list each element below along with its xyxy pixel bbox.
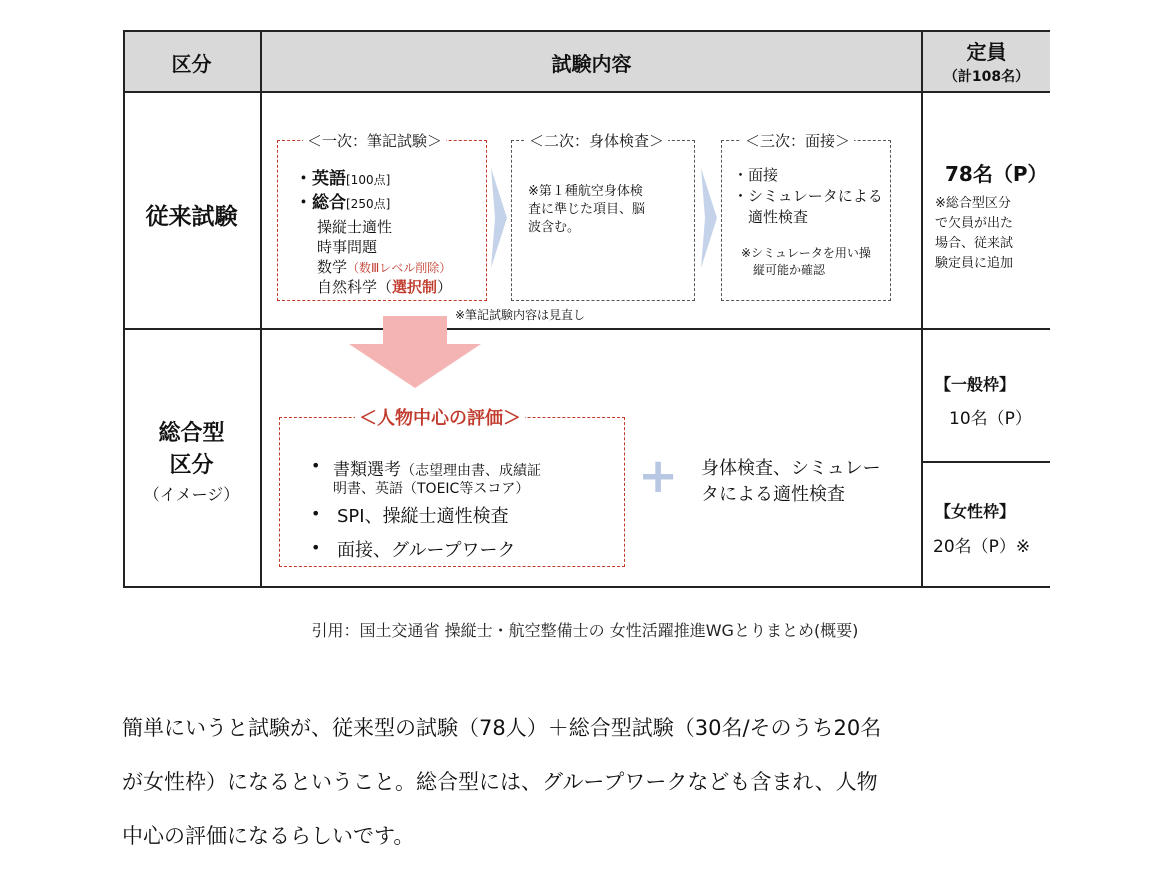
stage2-text-1: ※第１種航空身体検 [528, 184, 643, 199]
eval-item-documents-note: 明書、英語（TOEIC等スコア） [333, 481, 530, 497]
chevron-right-icon [699, 168, 719, 268]
row-title-comprehensive-2: 区分 [169, 453, 214, 478]
stage1-sub-math: 数学（数Ⅲレベル削除） [317, 258, 452, 276]
eval-bullet-1: • [311, 456, 321, 475]
stage3-item-1: ・面接 [733, 166, 779, 184]
capacity-note-4: 験定員に追加 [935, 256, 1014, 271]
stage1-english: ・英語[100点] [295, 169, 391, 189]
arrow-down-icon [345, 316, 485, 388]
stage3-item-2: ・シミュレータによる [733, 187, 883, 205]
stage3-note-2: 縦可能か確認 [741, 263, 826, 277]
eval-item-interview: 面接、グループワーク [337, 540, 516, 561]
header-capacity: 定員 [966, 40, 1007, 64]
stage3-title: ＜三次：面接＞ [741, 130, 854, 151]
capacity-note-2: で欠員が出た [935, 216, 1014, 231]
header-exam-content: 試験内容 [551, 52, 632, 76]
capacity-note-3: 場合、従来試 [935, 236, 1014, 251]
women-quota-label: 【女性枠】 [935, 502, 1016, 521]
general-quota-value: 10名（P） [949, 409, 1032, 429]
body-paragraph-line-3: 中心の評価になるらしいです。 [122, 824, 415, 848]
eval-item-spi: SPI、操縦士適性検査 [337, 506, 509, 527]
eval-item-documents: 書類選考（志望理由書、成績証 [333, 460, 541, 480]
stage1-general: ・総合[250点] [295, 193, 391, 213]
row-title-conventional: 従来試験 [145, 204, 238, 230]
stage2-text-2: 査に準じた項目、脳 [528, 202, 646, 217]
capacity-note-1: ※総合型区分 [935, 196, 1011, 211]
eval-bullet-3: • [311, 538, 321, 557]
eval-bullet-2: • [311, 504, 321, 523]
table-col-divider-2 [921, 30, 923, 588]
table-border-bottom [123, 586, 1050, 588]
capacity-conventional: 78名（P） [945, 162, 1048, 186]
stage3-note-1: ※シミュレータを用い操 [741, 246, 871, 260]
women-quota-value: 20名（P）※ [933, 537, 1031, 557]
chevron-right-icon [489, 168, 509, 268]
row-title-comprehensive-1: 総合型 [158, 421, 225, 446]
table-col-divider-1 [260, 30, 262, 588]
table-capacity-divider [923, 461, 1050, 463]
stage3-item-3: 適性検査 [733, 208, 809, 226]
stage1-sub-current-affairs: 時事問題 [317, 238, 378, 256]
footnote-written-exam: ※筆記試験内容は見直し [455, 308, 586, 322]
body-paragraph-line-1: 簡単にいうと試験が、従来型の試験（78人）＋総合型試験（30名/そのうち20名 [122, 716, 882, 740]
extra-tests-2: タによる適性検査 [701, 484, 845, 505]
table-border-top [123, 30, 1050, 32]
exam-table [123, 30, 1050, 588]
evaluation-title: ＜人物中心の評価＞ [355, 404, 525, 430]
body-paragraph-line-2: が女性枠）になるということ。総合型には、グループワークなども含まれ、人物 [122, 770, 878, 794]
general-quota-label: 【一般枠】 [935, 375, 1016, 394]
row-title-image-note: （イメージ） [143, 485, 240, 504]
plus-icon: + [638, 448, 679, 504]
header-category: 区分 [171, 52, 212, 76]
header-capacity-total: （計108名） [943, 69, 1030, 85]
stage1-sub-science: 自然科学（選択制） [317, 278, 453, 296]
table-row-divider [123, 328, 1050, 330]
table-header-divider [123, 91, 1050, 93]
stage2-text-3: 波含む。 [528, 220, 581, 235]
stage2-title: ＜二次：身体検査＞ [525, 130, 668, 151]
extra-tests-1: 身体検査、シミュレー [701, 458, 881, 479]
source-caption: 引用：国土交通省 操縦士・航空整備士の 女性活躍推進WGとりまとめ(概要) [311, 621, 859, 640]
stage1-sub-aptitude: 操縦士適性 [317, 218, 393, 236]
stage1-title: ＜一次：筆記試験＞ [303, 130, 446, 151]
